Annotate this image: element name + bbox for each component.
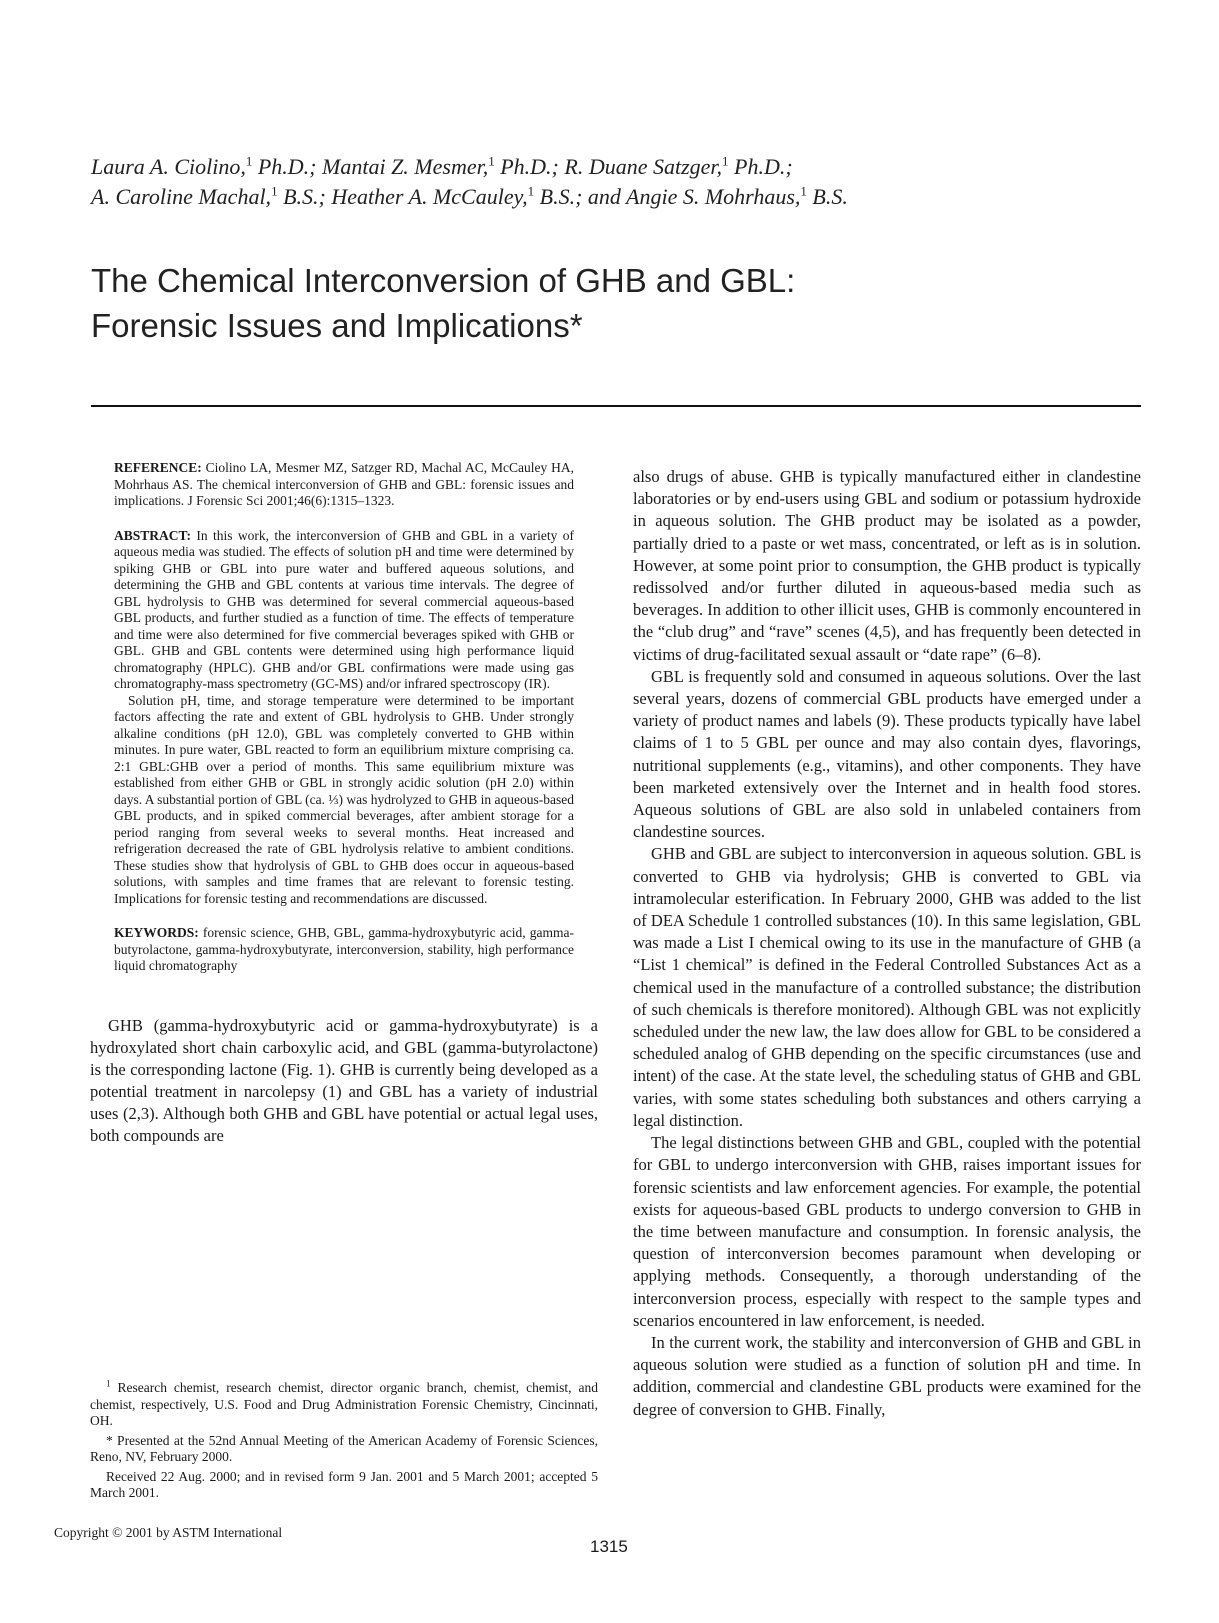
author-degree: B.S.; xyxy=(277,184,332,209)
affiliation-sup: 1 xyxy=(722,153,729,169)
body-paragraph-1: also drugs of abuse. GHB is typically manufactured either in clandestine laboratories or by end-users using GBL and sodium or potassium hydroxide in aqueous solution. The GHB product may be isolated as a powder, partially dried to a paste or wet mass, concentrated, or left as is in solution. However, at some point prior to consumption, the GHB product is typically redissolved and/or further diluted in aqueous-based media such as beverages. In addition to other illicit uses, GHB is commonly encountered in the “club drug” and “rave” scenes (4,5), and has frequently been detected in victims of drug-facilitated sexual assault or “date rape” (6–8). xyxy=(633,467,1141,664)
author-name: R. Duane Satzger, xyxy=(564,154,723,179)
author-degree: Ph.D.; xyxy=(494,154,565,179)
author-name: Laura A. Ciolino, xyxy=(91,154,246,179)
affiliation-sup: 1 xyxy=(527,183,535,199)
author-degree: Ph.D.; xyxy=(728,154,793,179)
intro-paragraph-left: GHB (gamma-hydroxybutyric acid or gamma-hydroxybutyrate) is a hydroxylated short chain carboxylic acid, and GBL (gamma-butyrolactone) is the corresponding lactone (Fig. 1). GHB is currently being developed as a potential treatment in narcolepsy (1) and GBL has a variety of industrial uses (2,3). Although both GHB and GBL have potential or actual legal uses, both compounds are xyxy=(90,1015,598,1145)
body-paragraph-3: GHB and GBL are subject to interconversion in aqueous solution. GBL is converted to GHB via hydrolysis; GHB is converted to GBL via intramolecular esterification. In February 2000, GHB was added to the list of DEA Schedule 1 controlled substances (10). In this same legislation, GBL was made a List I chemical owing to its use in the manufacture of GHB (a “List 1 chemical” is defined in the Federal Controlled Substances Act as a chemical used in the manufacture of a controlled substance; the distribution of such chemicals is therefore monitored). Although GBL was not explicitly scheduled under the new law, the law does allow for GBL to be considered a scheduled analog of GHB depending on the specific circumstances (use and intent) of the case. At the state level, the scheduling status of GHB and GBL varies, with some states scheduling both substances and others carrying a legal distinction. xyxy=(633,844,1141,1130)
footnotes xyxy=(90,1380,598,1505)
affiliation-sup: 1 xyxy=(245,153,253,169)
abstract-paragraph-1 xyxy=(114,528,574,693)
body-paragraph-4: The legal distinctions between GHB and GBL, coupled with the potential for GBL to undergo interconversion with GHB, raises important issues for forensic scientists and law enforcement agencies. For example, the potential exists for aqueous-based GBL products to undergo conversion to GHB in the time between manufacture and consumption. In forensic analysis, the question of interconversion becomes paramount when developing or applying methods. Consequently, a thorough understanding of the interconversion process, especially with respect to the sample types and scenarios encountered in law enforcement, is needed. xyxy=(633,1133,1141,1330)
author-name: Heather A. McCauley, xyxy=(331,184,528,209)
affiliation-sup: 1 xyxy=(271,183,278,199)
author-list xyxy=(91,152,1151,212)
footnote-sup: 1 xyxy=(106,1378,111,1389)
author-line-2 xyxy=(91,182,1151,212)
title-line-2: Forensic Issues and Implications* xyxy=(91,307,583,344)
footnote-presented: * Presented at the 52nd Annual Meeting of the American Academy of Forensic Sciences, Reno, NV, February 2000. xyxy=(90,1432,598,1464)
footnote-affiliation-text: Research chemist, research chemist, director organic branch, chemist, chemist, and chemist, respectively, U.S. Food and Drug Administration Forensic Chemistry, Cincinnati, OH. xyxy=(90,1380,598,1428)
author-name: Mantai Z. Mesmer, xyxy=(322,154,489,179)
affiliation-sup: 1 xyxy=(488,153,495,169)
author-degree: B.S.; xyxy=(534,184,588,209)
reference-paragraph xyxy=(114,460,574,510)
reference-text: Ciolino LA, Mesmer MZ, Satzger RD, Machal AC, McCauley HA, Mohrhaus AS. The chemical interconversion of GHB and GBL: forensic issues and implications. J Forensic Sci 2001;46(6):1315–1323. xyxy=(114,460,574,508)
keywords-text: forensic science, GHB, GBL, gamma-hydroxybutyric acid, gamma-butyrolactone, gamma-hydroxybutyrate, interconversion, stability, high performance liquid chromatography xyxy=(114,925,574,973)
abstract-paragraph-2: Solution pH, time, and storage temperature were determined to be important factors affecting the rate and extent of GBL hydrolysis to GHB. Under strongly alkaline conditions (pH 12.0), GBL was completely converted to GHB within minutes. In pure water, GBL reacted to form an equilibrium mixture comprising ca. 2:1 GBL:GHB over a period of months. This same equilibrium mixture was established from either GHB or GBL in strongly acidic solution (pH 2.0) within days. A substantial portion of GBL (ca. ⅓) was hydrolyzed to GHB in aqueous-based GBL products, and in spiked commercial beverages, after ambient storage for a period ranging from several weeks to several months. Heat increased and refrigeration decreased the rate of GBL hydrolysis relative to ambient conditions. These studies show that hydrolysis of GBL to GHB does occur in aqueous-based solutions, with samples and time frames that are relevant to forensic testing. Implications for forensic testing and recommendations are discussed. xyxy=(114,692,574,906)
reference-label: REFERENCE: xyxy=(114,460,202,475)
author-name: and Angie S. Mohrhaus, xyxy=(587,184,801,209)
author-degree: Ph.D.; xyxy=(252,154,323,179)
footnote-affiliation xyxy=(90,1380,598,1430)
abstract-text-1: In this work, the interconversion of GHB and GBL in a variety of aqueous media was studied. The effects of solution pH and time were determined by spiking GHB or GBL into pure water and buffered aqueous solutions, and determining the GHB and GBL contents at various time intervals. The degree of GBL hydrolysis to GHB was determined for several commercial aqueous-based GBL products, and further studied as a function of time. The effects of temperature and time were also determined for five commercial beverages spiked with GHB or GBL. GHB and GBL contents were determined using high performance liquid chromatography (HPLC). GHB and/or GBL confirmations were made using gas chromatography-mass spectrometry (GC-MS) and/or infrared spectroscopy (IR). xyxy=(114,527,574,691)
page-number: 1315 xyxy=(590,1537,628,1556)
body-paragraph-5: In the current work, the stability and interconversion of GHB and GBL in aqueous solution were studied as a function of solution pH and time. In addition, commercial and clandestine GBL products were examined for the degree of conversion to GHB. Finally, xyxy=(633,1332,1141,1419)
title-line-1: The Chemical Interconversion of GHB and GBL: xyxy=(91,262,796,299)
author-line-1 xyxy=(91,152,1151,182)
keywords-paragraph xyxy=(114,925,574,975)
copyright-notice: Copyright © 2001 by ASTM International xyxy=(54,1525,283,1540)
body-paragraph-2: GBL is frequently sold and consumed in aqueous solutions. Over the last several years, dozens of commercial GBL products have emerged under a variety of product names and labels (9). These products typically have label claims of 1 to 5 GBL per ounce and may also contain dyes, flavorings, nutritional supplements (e.g., vitamins), and other components. They have been marketed extensively over the Internet and in health food stores. Aqueous solutions of GBL are also sold in unlabeled containers from clandestine sources. xyxy=(633,666,1141,842)
keywords-label: KEYWORDS: xyxy=(114,925,199,940)
left-column xyxy=(90,460,598,1147)
abstract-label: ABSTRACT: xyxy=(114,527,192,543)
author-degree: B.S. xyxy=(806,184,848,209)
affiliation-sup: 1 xyxy=(800,183,807,199)
abstract-block xyxy=(114,460,574,975)
footnote-received: Received 22 Aug. 2000; and in revised form 9 Jan. 2001 and 5 March 2001; accepted 5 March 2001. xyxy=(90,1468,598,1500)
author-name: A. Caroline Machal, xyxy=(91,184,272,209)
title-divider xyxy=(91,405,1141,407)
right-column xyxy=(633,466,1141,1421)
paper-title xyxy=(91,258,1151,348)
